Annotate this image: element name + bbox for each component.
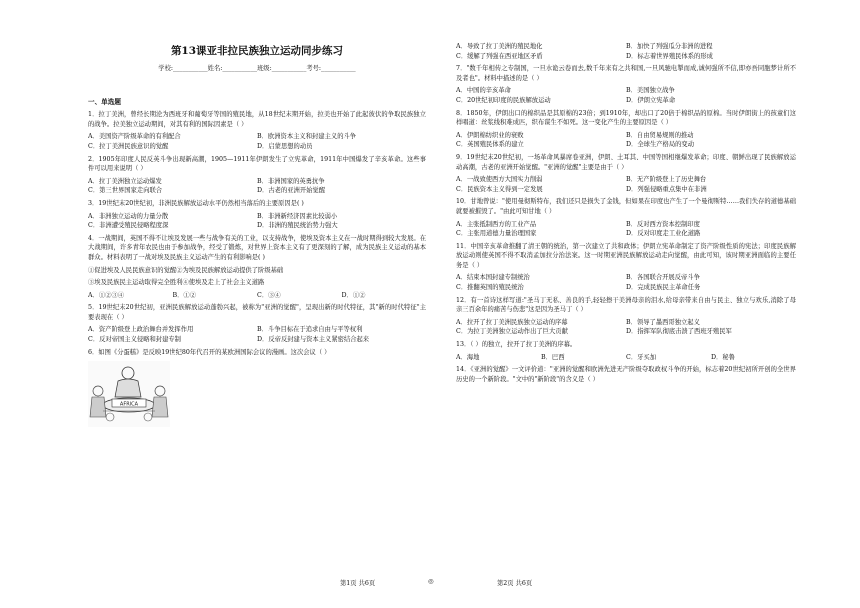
page-title: 第13课亚非拉民族独立运动同步练习: [170, 45, 344, 57]
question-block: [456, 42, 796, 61]
answer-option[interactable]: B．非洲国家的英勇抗争: [257, 177, 325, 185]
answer-option[interactable]: C．拉丁美洲民族意识的觉醒: [88, 142, 169, 150]
answer-option[interactable]: A．资产阶级登上政治舞台并发挥作用: [88, 326, 194, 334]
answer-option[interactable]: C．主张用道德力量治理国家: [456, 230, 537, 238]
question-block: [88, 348, 426, 358]
answer-options: [456, 42, 796, 61]
answer-option[interactable]: A．①②③④: [88, 291, 125, 299]
answer-option[interactable]: B．①②: [172, 291, 197, 299]
question-statement: ③埃及民族民主运动取得完全胜利④使埃及走上了社会主义道路: [88, 279, 265, 287]
answer-option[interactable]: C．非洲遭受殖民侵略程度深: [88, 222, 169, 230]
answer-option[interactable]: C．英国殖民体系的建立: [456, 141, 524, 149]
answer-options: [88, 177, 426, 196]
question-block: [88, 303, 426, 344]
answer-option[interactable]: D．指挥军队彻底击溃了西班牙殖民军: [626, 328, 732, 336]
answer-option[interactable]: A．结束本国封建专制统治: [456, 274, 530, 282]
answer-option[interactable]: D．全球生产格局的变动: [626, 141, 695, 149]
question-stem: 5．19世纪末20世纪初，亚洲民族解放运动蓬勃兴起，被称为"亚洲的觉醒"，呈现出新的时代特征，其"新的时代特征"主要表现在（ ）: [88, 304, 426, 321]
right-column: [456, 0, 796, 608]
answer-option[interactable]: D．列强侵略重点集中在非洲: [626, 185, 707, 193]
cartoon-dividing-cake-image: [88, 361, 170, 427]
answer-option[interactable]: A．伊朗棉纺织业的衰败: [456, 131, 524, 139]
section-title: 一、单选题: [88, 97, 121, 106]
question-block: [456, 340, 796, 362]
answer-option[interactable]: A．导致了拉丁美洲的殖民地化: [456, 43, 543, 50]
question-stem: 6．如图《分蛋糕》是反映19世纪80年代召开的某欧洲国际会议的漫画。这次会议（ ）: [88, 348, 331, 356]
question-stem: 4．一战期间，英国不得不让埃及发展一些与战争有关的工业，以支持战争，使埃及资本主义在一战时期得到较大发展。在大战期间，许多青年农民也由于参加战争，经受了锻炼，对世界上资本主义有了更深刻的了解，成为民族主义运动的基本群众。材料表明了一战对埃及民族主义运动产生的有利影响是( ): [88, 234, 426, 261]
question-block: [456, 197, 796, 238]
answer-option[interactable]: A．非洲独立运动的力量分散: [88, 212, 169, 220]
question-stem: 3．19世纪末20世纪初，非洲民族解放运动水平仍然相当落后的主要原因是( ): [88, 199, 304, 207]
question-stem: 9．19世纪末20世纪初，一场革命风暴席卷亚洲，伊朗、土耳其、中国等国相继爆发革命；印度、朝鲜出现了民族解放运动高潮，古老的亚洲开始觉醒。"亚洲的觉醒"主要是由于（ ）: [456, 153, 796, 171]
footer-right-page: 第2页 共6页: [497, 580, 533, 587]
answer-option[interactable]: C．民族资本主义得到一定发展: [456, 185, 543, 193]
answer-option[interactable]: B．非洲新经济因素比较弱小: [257, 212, 338, 220]
answer-option[interactable]: A．拉开了拉丁美洲民族独立运动的序幕: [456, 318, 568, 326]
answer-option[interactable]: C．为拉丁美洲独立运动作出了巨大贡献: [456, 328, 568, 336]
question-stem: 14．《亚洲的觉醒》一文评价道："亚洲的觉醒和欧洲先进无产阶级夺取政权斗争的开始，标志着20世纪初所开创的全世界历史的一个新阶段。"文中的"新阶段"的含义是（ ）: [456, 366, 796, 383]
question-block: [456, 153, 796, 194]
answer-options: [88, 325, 426, 344]
answer-option[interactable]: D．完成民族民主革命任务: [626, 284, 701, 292]
answer-option[interactable]: D．标志着世界殖民体系的形成: [626, 52, 713, 60]
answer-option[interactable]: A．一战致使西方大国实力削弱: [456, 176, 543, 184]
answer-option[interactable]: A．中国的辛亥革命: [456, 87, 511, 95]
answer-option[interactable]: B．欧洲资本主义和封建主义的斗争: [257, 133, 357, 141]
answer-option[interactable]: D．启蒙思想的动员: [257, 142, 313, 150]
answer-option[interactable]: C．反对帝国主义侵略和封建专制: [88, 336, 181, 344]
answer-options: [88, 212, 426, 231]
answer-option[interactable]: C．20世纪初印度的民族解放运动: [456, 96, 551, 104]
question-stem: 2．1905年印度人民反英斗争出现新高潮，1905—1911年伊朗发生了立宪革命，1911年中国爆发了辛亥革命。这些事件可以用来说明（ ）: [88, 155, 426, 173]
answer-option[interactable]: D．①②: [341, 291, 366, 299]
answer-option[interactable]: C．第三世界国家走向联合: [88, 187, 163, 195]
answer-option[interactable]: D．古老的亚洲开始觉醒: [257, 187, 326, 195]
question-block: [88, 155, 426, 196]
answer-option[interactable]: B．斗争目标在于追求自由与平等权利: [257, 326, 363, 334]
answer-option[interactable]: D．反对印度走工业化道路: [626, 230, 701, 238]
answer-option[interactable]: B．领导了墨西哥独立起义: [626, 318, 700, 326]
question-block: [456, 296, 796, 337]
student-info-line: 学校:___________姓名:___________班级:___________考号:___________: [158, 65, 356, 72]
answer-option[interactable]: B．加快了列强瓜分非洲的进程: [626, 43, 713, 50]
answer-option[interactable]: D．秘鲁: [711, 353, 735, 361]
left-question-list: [88, 110, 426, 357]
question-stem: 8．1850年，伊朗出口的棉织品是其原棉的23倍；到1910年，却出口了20倍于棉织品的原棉。当时伊朗街上的孩童们这样唱道：丝浆线积难成匹，织布谋生不如死。这一变化产生的主要原因是（ ）: [456, 109, 796, 127]
answer-option[interactable]: C．牙买加: [626, 353, 657, 361]
answer-option[interactable]: B．美国独立战争: [626, 87, 675, 95]
question-block: [456, 242, 796, 293]
question-block: [88, 234, 426, 301]
footer-separator: ◎: [428, 578, 434, 585]
question-stem: 12．有一首诗这样写道:"圣马丁无私、善良的手,轻轻擦干美洲母亲的泪水,给母亲带来自由与民主、独立与欢乐,消除了母亲三百余年的痛苦与伤悲"这是因为圣马丁（ ）: [456, 296, 796, 314]
answer-options: [88, 291, 426, 301]
question-block: [88, 199, 426, 231]
question-block: [456, 109, 796, 150]
answer-option[interactable]: A．美国资产阶级革命的有利配合: [88, 133, 181, 141]
question-block: [88, 110, 426, 151]
question-stem: 7．"数千年相传之专制国，一旦水诡云卷而去,数千年来有之共和国,一旦风驰电掣而成,诚何强所不信,即亦吾同胞梦计所不及者也"。材料中描述的是（ ）: [456, 65, 796, 82]
answer-option[interactable]: D．非洲的殖民统治势力强大: [257, 222, 338, 230]
answer-option[interactable]: A．拉丁美洲独立运动爆发: [88, 177, 162, 185]
answer-options: [456, 273, 796, 292]
answer-option[interactable]: B．无产阶级登上了历史舞台: [626, 176, 707, 184]
question-stem: 10．甘地曾说："使用曼彻斯特布，我们还只是损失了金钱，但如果在印度也产生了一个曼彻斯特……我们失存的道德基础就要被摧毁了。"由此可知甘地（ ）: [456, 198, 796, 215]
answer-option[interactable]: B．各国联合开展反帝斗争: [626, 274, 700, 282]
question-stem: 13．（ ）的独立，拉开了拉丁美洲的序幕。: [456, 341, 577, 349]
question-block: [456, 64, 796, 105]
question-statement: ①促进埃及人民民族意识的觉醒②为埃及民族解放运动提供了阶级基础: [88, 266, 284, 274]
answer-option[interactable]: D．反帝反封建与资本主义紧密结合起来: [257, 336, 370, 344]
answer-option[interactable]: B．自由贸易规则的推动: [626, 131, 694, 139]
footer-left-page: 第1页 共6页: [340, 580, 376, 587]
question-stem: 1．拉丁美洲，曾经长期沦为西班牙和葡萄牙等国的殖民地，从18世纪末期开始，拉美也开始了此起彼伏的争取民族独立的战争。拉美独立运动期间，对其有利的国际因素是（ ）: [88, 111, 426, 128]
answer-options: [456, 353, 796, 363]
answer-option[interactable]: C．推翻英国的殖民统治: [456, 284, 524, 292]
answer-option[interactable]: A．海地: [456, 353, 480, 361]
answer-options: [456, 131, 796, 150]
cartoon-africa-label: AFRICA: [119, 401, 139, 408]
answer-option[interactable]: C．③④: [257, 291, 281, 299]
question-stem: 11．中国辛亥革命推翻了清王朝的统治，第一次建立了共和政体；伊朗立宪革命制定了资产阶级性质的宪法；印度民族解放运动则使英国不得不取消孟加拉分治法案。这一时期亚洲民族解放运动走向觉醒，由此可知，该时期亚洲面临的主要任务是（ ）: [456, 242, 796, 269]
answer-options: [456, 86, 796, 105]
answer-options: [456, 175, 796, 194]
answer-options: [456, 318, 796, 337]
right-question-list: [456, 42, 796, 384]
answer-option[interactable]: C．缓解了列强在西亚地区矛盾: [456, 52, 543, 60]
answer-option[interactable]: B．反对西方资本控制印度: [626, 220, 700, 228]
answer-options: [456, 220, 796, 239]
answer-option[interactable]: B．巴西: [541, 353, 565, 361]
answer-options: [88, 132, 426, 151]
left-column: [88, 0, 426, 608]
answer-option[interactable]: D．伊朗立宪革命: [626, 96, 676, 104]
question-block: [456, 365, 796, 384]
answer-option[interactable]: A．主张抵制西方的工业产品: [456, 220, 537, 228]
